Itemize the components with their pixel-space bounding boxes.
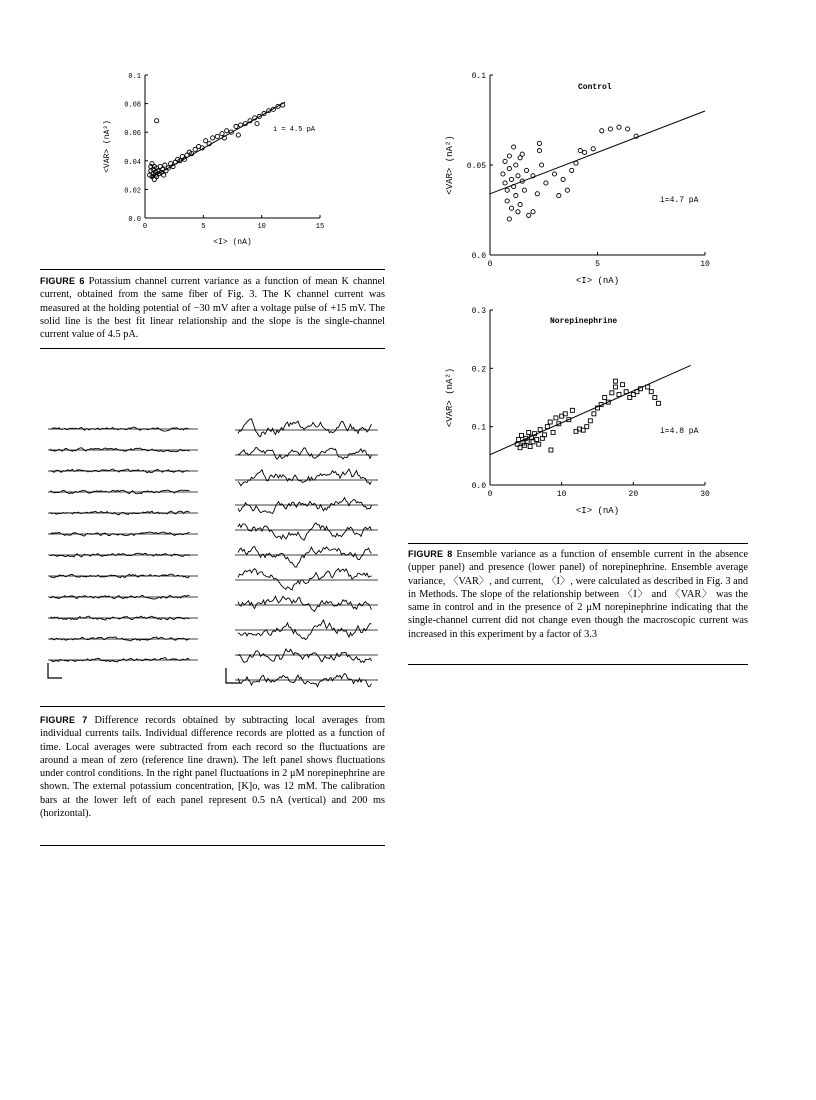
y-tick-label: 0.1	[471, 72, 486, 81]
x-tick-label: 5	[201, 223, 206, 231]
difference-trace	[238, 523, 372, 540]
data-point	[155, 119, 159, 123]
difference-trace	[238, 469, 372, 486]
figure-8-norepinephrine-chart	[428, 300, 728, 530]
fig6-rule-bottom	[40, 348, 385, 349]
data-point	[554, 416, 558, 420]
data-point	[613, 379, 617, 383]
data-point	[653, 396, 657, 400]
data-point	[608, 127, 612, 131]
x-tick-label: 15	[315, 223, 325, 231]
difference-trace	[238, 447, 372, 459]
data-point	[215, 134, 219, 138]
data-point	[551, 431, 555, 435]
figure-6-caption-text: Potassium channel current variance as a function of mean K channel current, obtained from the same fiber of Fig. 3. The K channel current was measured at the holding potential of −30 mV after a voltage pulse of +15 mV. The solid line is the best fit linear relationship and the slope is the single-channel current value of 4.5 pA.	[40, 276, 385, 341]
chart-title: Control	[578, 83, 612, 92]
data-point	[507, 167, 511, 171]
data-point	[548, 420, 552, 424]
difference-trace	[50, 637, 190, 641]
data-point	[540, 163, 544, 167]
slope-annotation: i = 4.5 pA	[273, 126, 316, 134]
data-point	[509, 177, 513, 181]
data-point	[537, 141, 541, 145]
data-point	[520, 433, 524, 437]
y-tick-label: 0.1	[471, 423, 486, 433]
data-point	[557, 194, 561, 198]
data-point	[578, 149, 582, 153]
figure-6-caption	[40, 275, 385, 341]
y-axis-label: <VAR> (nA²)	[445, 367, 455, 428]
y-axis-label: <VAR> (nA²)	[445, 135, 455, 195]
x-tick-label: 0	[142, 223, 148, 231]
x-axis-label: <I> (nA)	[575, 506, 620, 516]
data-point	[626, 127, 630, 131]
figure-8-caption-text: Ensemble variance as a function of ensemble current in the absence (upper panel) and presence (lower panel) of norepinephrine. Ensemble average variance, 〈VAR〉, and current, 〈I〉, were calculated as described in Fig. 3 and in Methods. The slope of the relationship between 〈I〉 and 〈VAR〉 was the same in control and in the presence of 2 μM norepinephrine indicating that the single-channel current did not change even though the macroscopic current was increased in this experiment by a factor of 3.3	[408, 549, 749, 640]
fig8-rule-top	[408, 543, 748, 544]
data-point	[234, 124, 238, 128]
data-point	[561, 177, 565, 181]
slope-annotation: i=4.7 pA	[660, 196, 699, 205]
data-point	[525, 439, 529, 443]
x-axis-label: <I> (nA)	[213, 238, 252, 247]
figure-7-caption-text: Difference records obtained by subtracting local averages from individual currents tails. Individual difference records are plotted as a function of time. Local averages were subtracted from each record so the fluctuations are around a mean of zero (reference line drawn). The left panel shows fluctuations under control conditions. In the right panel fluctuations in 2 μM norepinephrine are shown. The external potassium concentration, [K]o, was 12 mM. The calibration bars at the lower left of each panel represent 0.5 nA (vertical) and 200 ms (horizontal).	[40, 715, 386, 820]
calibration-bar-left	[48, 663, 62, 678]
calibration-bar-right	[226, 668, 240, 683]
data-point	[169, 162, 173, 166]
data-point	[600, 129, 604, 133]
difference-trace	[238, 649, 372, 663]
data-point	[537, 149, 541, 153]
y-tick-label: 0.3	[471, 307, 486, 316]
difference-trace	[238, 547, 372, 568]
data-point	[225, 129, 229, 133]
data-point	[592, 412, 596, 416]
fig8-rule-bottom	[408, 664, 748, 665]
data-point	[528, 445, 532, 449]
data-point	[509, 206, 513, 210]
fig6-rule-top	[40, 269, 385, 270]
data-point	[549, 448, 553, 452]
data-point	[574, 161, 578, 165]
difference-trace	[238, 596, 372, 611]
data-point	[518, 203, 522, 207]
data-point	[185, 153, 189, 157]
x-tick-label: 0	[487, 490, 493, 499]
data-point	[501, 172, 505, 176]
data-point	[565, 188, 569, 192]
data-point	[527, 213, 531, 217]
data-point	[537, 442, 541, 446]
y-tick-label: 0.05	[466, 162, 486, 171]
y-tick-label: 0.0	[471, 482, 486, 491]
figure-8-label: FIGURE 8	[408, 549, 453, 559]
data-point	[570, 408, 574, 412]
fig7-rule-top	[40, 706, 385, 707]
data-point	[505, 188, 509, 192]
data-point	[613, 385, 617, 389]
data-point	[583, 150, 587, 154]
difference-trace	[238, 498, 372, 514]
data-point	[236, 133, 240, 137]
data-point	[239, 123, 243, 127]
y-tick-label: 0.08	[124, 101, 141, 110]
data-point	[617, 125, 621, 129]
y-axis-label: <VAR> (nA²)	[103, 120, 112, 173]
data-point	[180, 154, 184, 158]
slope-annotation: i=4.8 pA	[660, 427, 699, 436]
x-tick-label: 10	[257, 223, 266, 231]
data-point	[610, 391, 614, 395]
data-point	[531, 210, 535, 214]
x-tick-label: 5	[595, 260, 600, 269]
x-axis-label: <I> (nA)	[575, 276, 620, 286]
data-point	[603, 396, 607, 400]
y-tick-label: 0.2	[471, 365, 486, 375]
y-tick-label: 0.04	[124, 158, 141, 167]
data-point	[544, 181, 548, 185]
data-point	[538, 428, 542, 432]
data-point	[514, 163, 518, 167]
data-point	[255, 122, 259, 126]
data-point	[649, 390, 653, 394]
data-point	[522, 188, 526, 192]
data-point	[512, 145, 516, 149]
figure-7-caption	[40, 714, 385, 820]
data-point	[503, 159, 507, 163]
data-point	[516, 174, 520, 178]
data-point	[656, 401, 660, 405]
figure-7-label: FIGURE 7	[40, 715, 88, 725]
figure-8-caption	[408, 548, 748, 641]
y-tick-label: 0.1	[128, 73, 141, 81]
data-point	[507, 217, 511, 221]
data-point	[535, 192, 539, 196]
x-tick-label: 30	[700, 490, 710, 499]
y-tick-label: 0.06	[124, 130, 141, 139]
data-point	[152, 177, 156, 181]
data-point	[507, 154, 511, 158]
y-tick-label: 0.0	[471, 252, 486, 261]
figure-8-control-chart	[428, 65, 728, 295]
data-point	[588, 419, 592, 423]
data-point	[211, 136, 215, 140]
data-point	[514, 194, 518, 198]
data-point	[524, 168, 528, 172]
data-point	[220, 132, 224, 136]
data-point	[617, 393, 621, 397]
x-tick-label: 0	[487, 260, 493, 269]
data-point	[621, 383, 625, 387]
data-point	[570, 168, 574, 172]
data-point	[505, 199, 509, 203]
x-tick-label: 20	[628, 490, 639, 499]
data-point	[527, 431, 531, 435]
figure-6-label: FIGURE 6	[40, 276, 85, 286]
data-point	[516, 210, 520, 214]
data-point	[520, 152, 524, 156]
x-tick-label: 10	[556, 490, 567, 499]
figure-7-traces	[40, 390, 385, 690]
data-point	[503, 181, 507, 185]
fig7-rule-bottom	[40, 845, 385, 846]
data-point	[162, 173, 166, 177]
figure-6-chart	[95, 65, 355, 260]
chart-title: Norepinephrine	[550, 317, 618, 326]
data-point	[591, 147, 595, 151]
difference-trace	[238, 569, 372, 591]
x-tick-label: 10	[700, 260, 710, 269]
y-tick-label: 0.02	[124, 187, 141, 196]
y-tick-label: 0.0	[128, 216, 141, 224]
difference-trace	[238, 419, 372, 437]
data-point	[552, 172, 556, 176]
